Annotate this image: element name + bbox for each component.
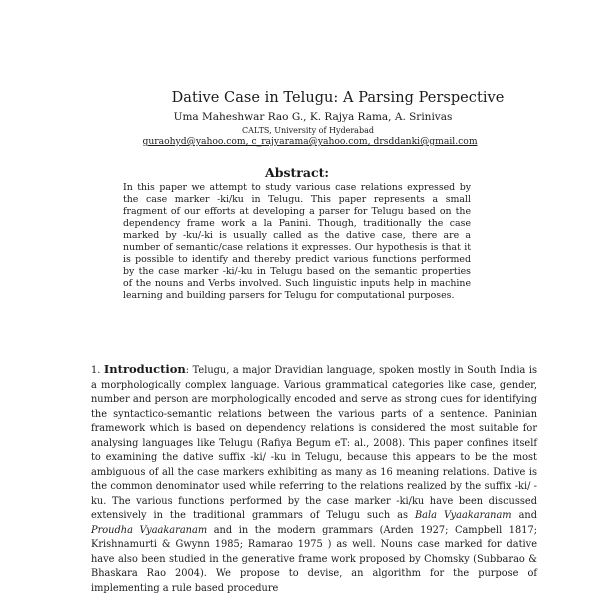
introduction-section bbox=[91, 362, 537, 596]
abstract-text: In this paper we attempt to study various case relations expressed by the case marker -ki/ku in Telugu. This paper represents a small fragment of our efforts at developing a parser for Telugu based on the dependency frame work a la Panini. Though, traditionally the case marked by -ku/-ki is usually called as the dative case, there are a number of semantic/case relations it expresses. Our hypothesis is that it is possible to identify and thereby predict various functions performed by the case marker -ki/-ku in Telugu based on the semantic properties of the nouns and Verbs involved. Such linguistic inputs help in machine learning and building parsers for Telugu for computational purposes. bbox=[123, 182, 471, 302]
author-emails: guraohyd@yahoo.com, c_rajyarama@yahoo.com, drsddanki@gmail.com bbox=[142, 136, 478, 147]
section-heading: Introduction bbox=[103, 362, 186, 376]
section-number: 1. bbox=[91, 365, 101, 376]
paper-title: Dative Case in Telugu: A Parsing Perspective bbox=[171, 90, 505, 106]
intro-text-part-3: and in the modern grammars (Arden 1927; Campbell 1817; Krishnamurti & Gwynn 1985; Ramarao 1975 ) as well. Nouns case marked for dative have also been studied in the generative frame work proposed by Chomsky (Subbarao & Bhaskara Rao 2004). We propose to devise, an algorithm for the purpose of implementing a rule based procedure bbox=[91, 524, 538, 594]
author-list: Uma Maheshwar Rao G., K. Rajya Rama, A. Srinivas bbox=[173, 111, 453, 123]
intro-text-part-2: and bbox=[511, 510, 537, 521]
intro-italic-title-1: Bala Vyaakaranam bbox=[414, 510, 512, 521]
intro-italic-title-2: Proudha Vyaakaranam bbox=[91, 524, 208, 536]
affiliation: CALTS, University of Hyderabad bbox=[242, 126, 374, 135]
abstract-heading: Abstract: bbox=[265, 165, 329, 180]
intro-text-part-1: : Telugu, a major Dravidian language, spoken mostly in South India is a morphologically complex language. Various grammatical categories like case, gender, number and person are morphologically encoded and serve as strong cues for identifying the syntactico-semantic relations between the various parts of a sentence. Paninian framework which is based on dependency relations is considered the most suitable for analysing languages like Telugu (Rafiya Begum eT: al., 2008). This paper confines itself to examining the dative suffix -ki/ -ku in Telugu, because this appears to be the most ambiguous of all the case markers exhibiting as many as 16 meaning relations. Dative is the common denominator used while referring to the relations realized by the suffix -ki/ -ku. The various functions performed by the case marker -ki/ku have been discussed extensively in the traditional grammars of Telugu such as bbox=[91, 365, 537, 521]
